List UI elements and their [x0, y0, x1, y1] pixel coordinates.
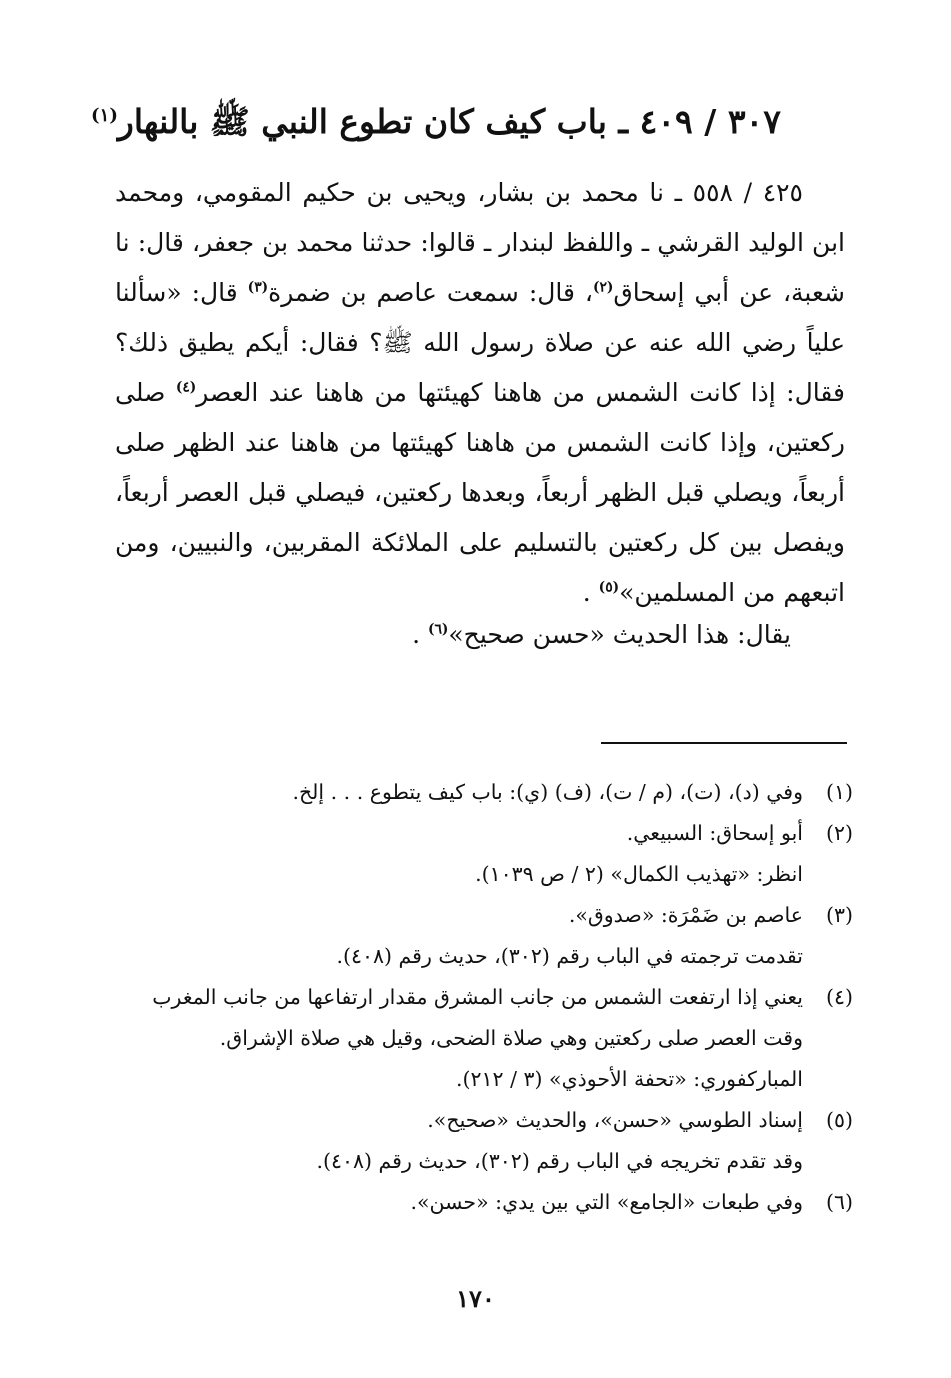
- footnote-separator: [601, 742, 847, 744]
- hadith-text-part-3: قال: «سألنا علياً رضي الله عنه عن صلاة رسول الله ﷺ؟ فقال: أيكم يطيق ذلك؟ فقال: إذا كانت الشمس من هاهنا كهيئتها من هاهنا عند العصر: [115, 278, 845, 407]
- footnote-5-continuation: [113, 1141, 853, 1182]
- grading-end: .: [412, 620, 428, 649]
- footnote-text: عاصم بن ضَمْرَة: «صدوق».: [568, 903, 803, 927]
- grading-statement: [111, 610, 791, 660]
- footnote-text: أبو إسحاق: السبيعي.: [626, 821, 803, 845]
- footnote-text: تقدمت ترجمته في الباب رقم (٣٠٢)، حديث رقم (٤٠٨).: [336, 944, 803, 968]
- footnote-5: [113, 1100, 853, 1141]
- hadith-text: [115, 168, 845, 618]
- footnote-4-continuation: [113, 1059, 853, 1100]
- grading-text: يقال: هذا الحديث «حسن صحيح»: [448, 620, 791, 649]
- chapter-title: [90, 92, 781, 152]
- footnote-ref-2: (٢): [592, 279, 614, 296]
- footnotes: [113, 772, 853, 1223]
- hadith-text-part-5: .: [582, 578, 599, 607]
- footnote-text: وقد تقدم تخريجه في الباب رقم (٣٠٢)، حديث رقم (٤٠٨).: [316, 1149, 803, 1173]
- footnote-6: [113, 1182, 853, 1223]
- footnote-text: المباركفوري: «تحفة الأحوذي» (٣ / ٢١٢).: [456, 1067, 803, 1091]
- footnote-2: [113, 813, 853, 854]
- footnote-3: [113, 895, 853, 936]
- footnote-ref-5: (٥): [598, 579, 620, 596]
- chapter-title-text: ٣٠٧ / ٤٠٩ ـ باب كيف كان تطوع النبي ﷺ بالنهار: [117, 102, 781, 141]
- footnote-number: (٣): [825, 903, 853, 927]
- footnote-4: [113, 977, 853, 1059]
- footnote-3-continuation: [113, 936, 853, 977]
- page-number: ١٧٠: [456, 1284, 495, 1313]
- hadith-paragraph: [115, 168, 845, 618]
- footnote-text: انظر: «تهذيب الكمال» (٢ / ص ١٠٣٩).: [475, 862, 803, 886]
- footnote-ref-4: (٤): [175, 379, 197, 396]
- footnote-text: إسناد الطوسي «حسن»، والحديث «صحيح».: [427, 1108, 803, 1132]
- footnote-number: (٢): [825, 821, 853, 845]
- footnote-number: (٦): [825, 1190, 853, 1214]
- footnote-ref-3: (٣): [247, 279, 269, 296]
- footnote-number: (١): [825, 780, 853, 804]
- footnote-text: يعني إذا ارتفعت الشمس من جانب المشرق مقدار ارتفاعها من جانب المغرب وقت العصر صلى ركعتين وهي صلاة الضحى، وقيل هي صلاة الإشراق.: [152, 985, 803, 1050]
- footnote-1: [113, 772, 853, 813]
- footnote-2-continuation: [113, 854, 853, 895]
- footnote-ref-1: (١): [90, 105, 118, 126]
- footnote-text: وفي طبعات «الجامع» التي بين يدي: «حسن».: [410, 1190, 803, 1214]
- hadith-text-part-1: ٤٢٥ / ٥٥٨ ـ نا محمد بن بشار، ويحيى بن حكيم المقومي، ومحمد ابن الوليد القرشي ـ واللفظ لبندار ـ قالوا: حدثنا محمد بن جعفر، قال: نا شعبة، عن أبي إسحاق: [115, 178, 845, 307]
- footnote-number: (٥): [825, 1108, 853, 1132]
- footnote-text: وفي (د)، (ت)، (م / ت)، (ف) (ي): باب كيف يتطوع . . . إلخ.: [292, 780, 803, 804]
- hadith-text-part-2: ، قال: سمعت عاصم بن ضمرة: [268, 278, 593, 307]
- footnote-number: (٤): [825, 985, 853, 1009]
- hadith-text-part-4: صلى ركعتين، وإذا كانت الشمس من هاهنا كهيئتها من هاهنا عند الظهر صلى أربعاً، ويصلي قبل الظهر أربعاً، وبعدها ركعتين، فيصلي قبل العصر أربعاً، ويفصل بين كل ركعتين بالتسليم على الملائكة المقربين، والنبيين، ومن اتبعهم من المسلمين»: [115, 378, 845, 607]
- footnote-ref-6: (٦): [427, 621, 449, 638]
